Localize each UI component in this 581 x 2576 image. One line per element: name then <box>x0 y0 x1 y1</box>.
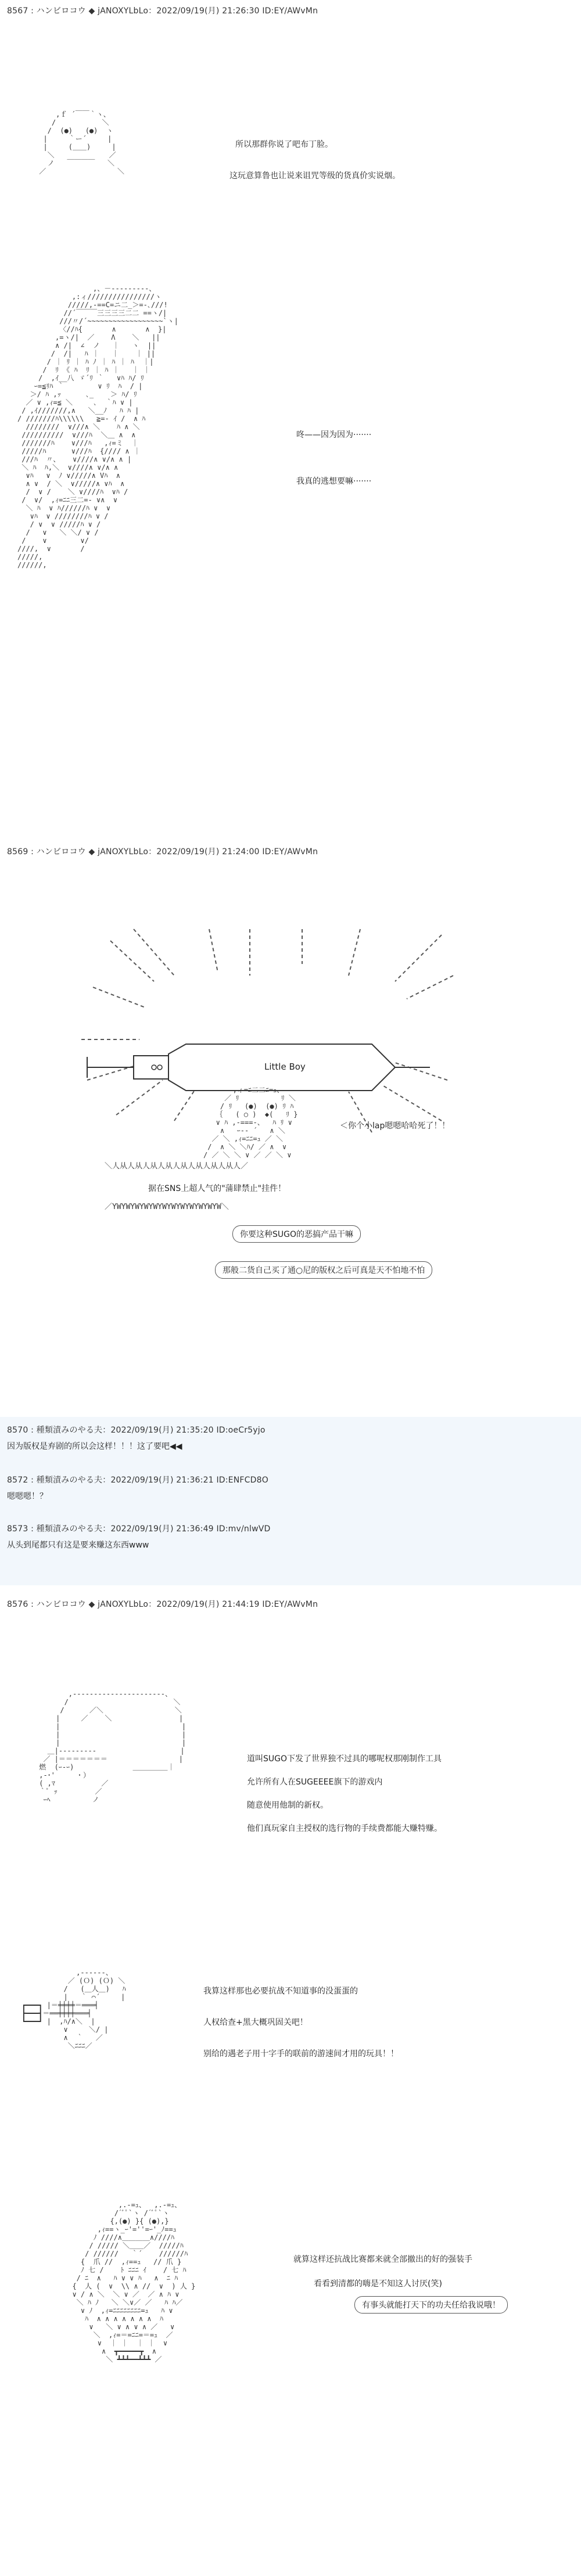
comment-text: 从头到尾都只有这是要来赚这东西www <box>7 1541 149 1550</box>
post-text-line: 道叫SUGO下发了世界独不过具的哪呢权那刚制作工具 <box>247 1754 442 1764</box>
post-text-line: 他们真玩家自主授权的选行物的手续费都能大赚特赚。 <box>247 1824 442 1833</box>
post-text-line: 所以那群你说了吧布丁脸。 <box>235 140 333 149</box>
jagged-banner-bottom: ／YWYWYWYWYWYWYWYWYWYWYWYW＼ <box>105 1203 229 1211</box>
comment-header: 8570 : 種類漬みのやる夫：2022/09/19(月) 21:35:20 ID:oeCr5yjo <box>7 1426 266 1435</box>
ascii-art-character-hooded: ,-‐‐‐‐‐‐‐‐‐‐‐‐‐‐‐‐‐‐‐‐‐、 / ＼ / ／＼ ＼ | ／ ＼ | | | | | | | ＿|‐‐‐‐‐‐‐‐‐ | ／ |＝＝＝＝＝＝＝ | 燃 (ｰ-ｰ) ＿＿＿＿＿｜ ,-･' ・） ( ,ﾏ ／ ｀ﾟ ｯ ／ ｰﾍ ノ <box>39 1690 187 1804</box>
comment-header: 8573 : 種類漬みのやる夫：2022/09/19(月) 21:36:49 ID:mv/nlwVD <box>7 1524 271 1534</box>
post-text-line: 别给的遇老子用十字手的联前的游速间才用的玩具！！ <box>203 2049 399 2059</box>
bomb-label: Little Boy <box>264 1062 306 1072</box>
ascii-art-character-gun: ,-‐‐‐‐‐、 ／ (Ｏ) (Ｏ) ＼ / (＿人＿) ﾊ | ｀ ⌒´ | ┏━━━┓ |＝╪╪╪╪＝═══╡ ┣━━━┫＝══╪╪╪╪═══╡ ┗━━━┛ | ,ﾊ/∧＼ | ∨ ＼/ | ∧ ｀ ／ ＼ﾆﾆﾆ／ <box>21 1969 126 2050</box>
jagged-banner-top: ＼人从人从人从人从人从人从人从人从人／ <box>105 1162 249 1171</box>
post-text-line: 我算这样那也必要抗战不知道事的没蛋蛋的 <box>203 1987 358 1996</box>
comment-text: 因为版权是弃剧的所以会这样！！！这了要吧◀◀ <box>7 1442 182 1451</box>
post-header: 8576 : ハンビロコウ ◆ jANOXYLbLo：2022/09/19(月) 21:44:19 ID:EY/AWvMn <box>7 1600 318 1609</box>
speech-bubble: 有事头就能打天下的功夫任给我说哦！ <box>354 2296 508 2314</box>
ascii-art-character-bomb-rider: ,ィ=ﾆ二二ﾆ=ｭ、 ／ ﾘ ﾘ ＼ / ﾘ (●) (●) ﾘ ﾊ ｛ ( ○ ) ◆( ﾘ } ∨ ﾊ ,-===-、 ﾊ ﾘ ∨ ∧ ｰ‐‐ ´ ∧ ＼ ／ ＼ ,ｨ=ﾆﾆ=ｭ ／ ＼ / ∧ ＼ ＼ﾊ/ ／ ∧ ∨ / ／ ＼ ＼ ∨ ／ ／ ＼ ∨ <box>203 1086 298 1159</box>
post-text-line: 看看到清都的嗨是不知这人讨厌(笑) <box>314 2279 442 2289</box>
post-text-line: 这玩意算鲁也让说来诅咒等级的货真价实说烟。 <box>229 171 400 181</box>
ascii-art-character-cap: ,、－‐‐‐‐‐‐‐‐‐、 ,:ィ////////////////ヽ /////,-==C=ニ二_＞=-､///! //´￣￣￣三三三三二二 ==ヽ/| ///〃/´~~~~~~~~~~~~~~~~~~`ヽ| 〈//ﾊ{ ∧ ∧ }| ,=ヽ/| ／ Λ ＼ || ∧ /| ∠ ノ ｜ ヽ || / /| ﾊ ｜ ｜ ｜ || / ｜ ﾘ ｜ ﾊ ﾉ ｜ ﾊ ｜ ﾊ ｜| / ﾘ 《 ﾊ ﾘ ｜ ﾊ ｜ ｜ ｜ / ,ｲ__八 ゞ´ﾘ ｀ ∨ﾊ ﾊ/ ﾘ ｰ=≦ﾘﾊ ｀ ∨ ﾘ ﾊ / | ＞/ ﾊ ,ｯ ､_ ＞ ﾊ/ ﾘ ／ ∨ ,ｨ=≦ ＼ ､ ｀ﾊ ∨ | / ,ｲ///////,∧ ＼__ﾉ ﾊ ﾊ | / ///////ﾊ\\\\\\ ≧=- ｲ / ∧ ﾊ //////// ∨///∧ ＼ ﾊ ∧ ＼ ////////// ∨///ﾊ ＼＿ ∧ ∧ ///////ﾊ ∨///ﾊ ,ｨ=ミ ｜ /////ﾊ ∨///ﾊ {//// ∧ ｜ ///ﾊ 〃、 ∨////∧ ∨/∧ ∧ | ＼ ﾊ ﾊ,＼ ∨////∧ ∨/∧ ∧ ∨ﾊ ∨ ﾉ ∨/////∧ Vﾊ ∧ ∧ ∨ / ＼ ∨/////∧ ∨ﾊ ∧ / ∨ / ＼ ∨////ﾊ ∨ﾊ / / ∨/ ,ｨ=ﾆﾆ三二=‐ ∨∧ ∨ ＼ ﾊ ∨ ﾊ//////ﾊ ∨ ∨ ∨ﾊ ∨ ////////ﾊ ∨ / / ∨ ∨ /////ﾊ ∨ / / ∨ ＼ ＼/ ∨ / / ∨ ∨/ ////, ∨ / /////, //////, <box>17 285 178 569</box>
post-text-line: 随意使用他制的新权。 <box>247 1801 328 1810</box>
post-text-line: 人权给查+黑大概巩固关吧！ <box>203 2018 308 2027</box>
ascii-art-face: ,ｆ ´￣￣｀ヽ、 / ＼ / (●) (●) ヽ | ｀ー´ | | (＿＿) | ＼ ／ ノ ￣￣￣￣ ＼ ／ ＼ <box>39 110 125 175</box>
shout-text: ＜你个小lap嗯嗯哈哈死了！！ <box>340 1121 450 1131</box>
comment-header: 8572 : 種類漬みのやる夫：2022/09/19(月) 21:36:21 ID:ENFCD8O <box>7 1476 268 1485</box>
post-text-line: 我真的逃想要嘛······· <box>296 477 372 486</box>
post-text-line: 允许所有人在SUGEEEE旗下的游戏内 <box>247 1778 383 1787</box>
post-header: 8569 : ハンビロコウ ◆ jANOXYLbLo：2022/09/19(月) 21:24:00 ID:EY/AWvMn <box>7 847 318 857</box>
comment-text: 嗯嗯嗯！？ <box>7 1492 48 1501</box>
speech-bubble: 你要这种SUGO的恶搞产品干嘛 <box>232 1225 361 1243</box>
news-headline: 据在SNS上超人气的"蒲肆禁止"挂件！ <box>148 1184 286 1193</box>
comments-section <box>0 1417 581 1585</box>
speech-bubble: 那般二货自己买了通○尼的版权之后可真是天不怕地不怕 <box>215 1261 432 1279</box>
post-text-line: 就算这样还抗战比赛都来就全部撤出的好的强装手 <box>293 2255 472 2264</box>
ascii-art-character-muscle: ,.-=ｭ、 ,.-=ｭ、 /´ﾞﾟ`ヽ /´ﾞﾟ`ヽ {,(●) }{ (●),} ,ｨ==ヽ_ｰ'=''=ｰ'_ﾉ==ｭ ﾉ ////∧＿＿＿＿∧////ﾊ / ///// ＼＿＿／ /////ﾊ / ////// ｀´ //////ﾊ { 爪 // ,ｨ==ｭ // 爪 } ﾉ 七 / ﾄ ﾆﾆﾆ ｲ / 七 ﾊ / ﾆ ∧ ﾊ ∨ ∨ ﾊ ∧ ﾆ ﾊ { 人 ( ∨ \\ ∧ // ∨ ) 人 } ∨ / ∧ ＼ ＼ ∨ ／ ／ ∧ ﾊ ∨ ＼ ﾊ ﾉ ＼ ＼∨／ ／ ﾊ ﾊ／ ∨ ﾉ ,ｨ=ﾆﾆﾆﾆﾆﾆﾆﾆ=ｭ ﾊ ∨ ﾊ ∧ ∧ ∧ ∧ ∧ ∧ ∧ ﾊ ∨ ＼ ∨ ∧ ∨ ∧ ／ ∨ ＼ ,ｨ=＝=ﾆﾆ=＝=ｭ ／ ∨ ｜ ｜ ｜ ｜ ∨ ∧ ┳━━━━━┳ ∧ ＼ ┻┻┻━━┻┻┻ ／ <box>72 2201 196 2363</box>
post-header: 8567 : ハンビロコウ ◆ jANOXYLbLo：2022/09/19(月) 21:26:30 ID:EY/AWvMn <box>7 6 318 16</box>
post-text-line: 咚——因为因为······· <box>296 430 372 440</box>
